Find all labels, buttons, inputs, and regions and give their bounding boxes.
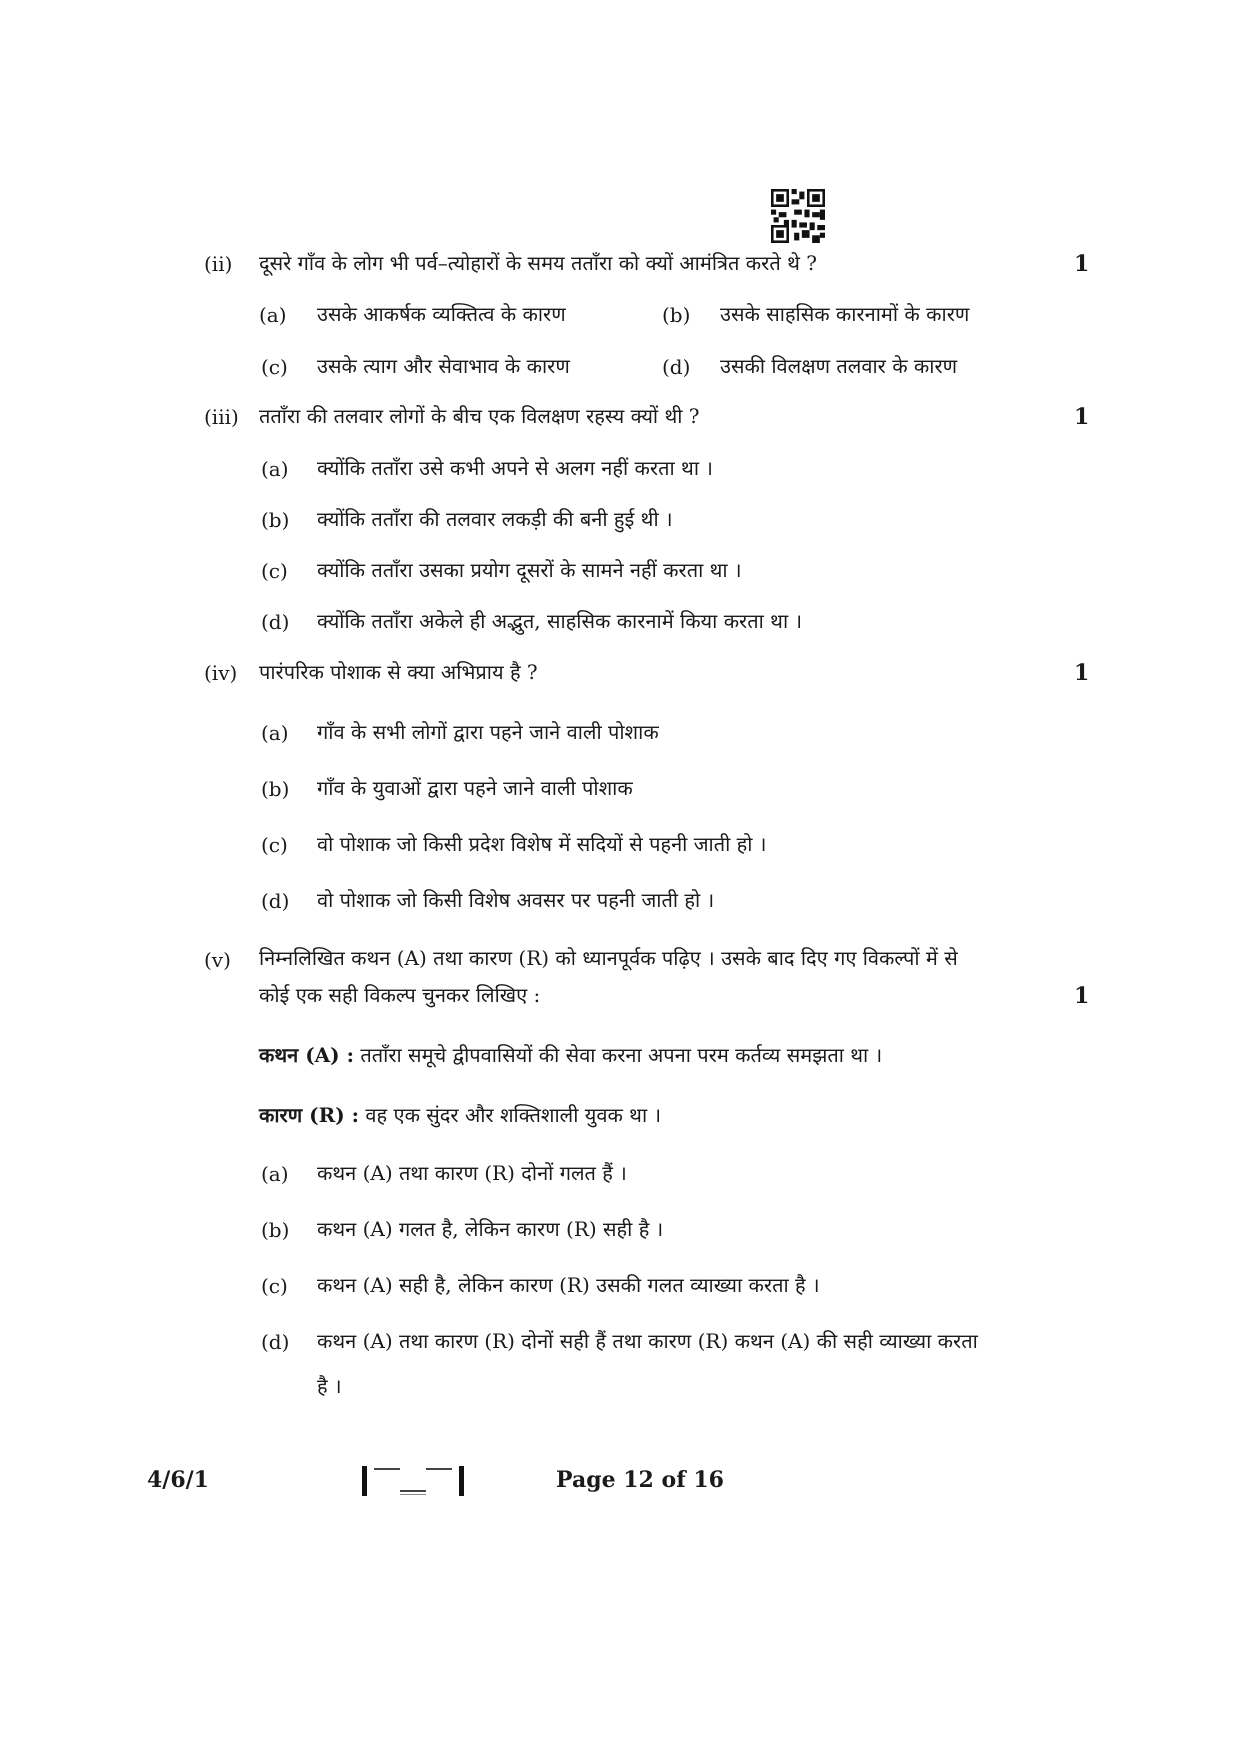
question-text: तताँरा की तलवार लोगों के बीच एक विलक्षण रहस्य क्यों थी ? (259, 404, 700, 428)
question-marks: 1 (1074, 404, 1090, 430)
option-text: उसकी विलक्षण तलवार के कारण (720, 354, 958, 378)
option-text: वो पोशाक जो किसी प्रदेश विशेष में सदियों से पहनी जाती हो । (317, 832, 767, 856)
option-label: (c) (261, 355, 288, 379)
option-text: कथन (A) गलत है, लेकिन कारण (R) सही है । (317, 1217, 664, 1241)
option-label: (d) (261, 610, 290, 634)
option-text: वो पोशाक जो किसी विशेष अवसर पर पहनी जाती हो । (317, 888, 715, 912)
option-text: कथन (A) तथा कारण (R) दोनों गलत हैं । (317, 1161, 627, 1185)
question-marks: 1 (1074, 983, 1090, 1009)
option-label: (b) (261, 777, 290, 801)
reason-label: कारण (R) : (259, 1103, 360, 1127)
option-label: (c) (261, 833, 288, 857)
option-label: (b) (261, 508, 290, 532)
question-number: (iii) (204, 405, 239, 429)
option-text: क्योंकि तताँरा अकेले ही अद्भुत, साहसिक कारनामें किया करता था । (317, 609, 803, 633)
option-label: (d) (261, 1330, 290, 1354)
question-text: दूसरे गाँव के लोग भी पर्व–त्योहारों के समय तताँरा को क्यों आमंत्रित करते थे ? (259, 251, 817, 275)
option-text-line1: कथन (A) तथा कारण (R) दोनों सही हैं तथा कारण (R) कथन (A) की सही व्याख्या करता (317, 1329, 978, 1353)
question-number: (v) (204, 948, 231, 972)
option-text: उसके त्याग और सेवाभाव के कारण (317, 354, 570, 378)
question-number: (ii) (204, 252, 233, 276)
option-text: क्योंकि तताँरा उसका प्रयोग दूसरों के सामने नहीं करता था । (317, 558, 742, 582)
option-text: गाँव के सभी लोगों द्वारा पहने जाने वाली पोशाक (317, 720, 659, 744)
reason (259, 1101, 661, 1129)
option-label: (a) (261, 1162, 289, 1186)
option-label: (d) (261, 889, 290, 913)
question-number: (iv) (204, 661, 238, 685)
assertion (259, 1041, 882, 1069)
question-text-line2: कोई एक सही विकल्प चुनकर लिखिए : (259, 983, 541, 1007)
question-text: पारंपरिक पोशाक से क्या अभिप्राय है ? (259, 660, 538, 684)
page-number: Page 12 of 16 (556, 1467, 724, 1493)
qr-code (771, 189, 825, 243)
option-label: (c) (261, 1274, 288, 1298)
question-text-line1: निम्नलिखित कथन (A) तथा कारण (R) को ध्यानपूर्वक पढ़िए । उसके बाद दिए गए विकल्पों में से (259, 946, 958, 970)
barcode-mark (360, 1464, 466, 1498)
option-label: (b) (261, 1218, 290, 1242)
option-text: क्योंकि तताँरा की तलवार लकड़ी की बनी हुई थी । (317, 507, 673, 531)
assertion-text: तताँरा समूचे द्वीपवासियों की सेवा करना अपना परम कर्तव्य समझता था । (360, 1043, 883, 1067)
option-text-line2: है । (317, 1374, 342, 1398)
reason-text: वह एक सुंदर और शक्तिशाली युवक था । (365, 1103, 662, 1127)
assertion-label: कथन (A) : (259, 1043, 354, 1067)
question-marks: 1 (1074, 251, 1090, 277)
option-label: (c) (261, 559, 288, 583)
option-label: (b) (662, 303, 691, 327)
question-marks: 1 (1074, 660, 1090, 686)
option-text: उसके साहसिक कारनामों के कारण (720, 302, 970, 326)
option-text: उसके आकर्षक व्यक्तित्व के कारण (317, 302, 566, 326)
option-text: कथन (A) सही है, लेकिन कारण (R) उसकी गलत व्याख्या करता है । (317, 1273, 820, 1297)
option-label: (a) (261, 457, 289, 481)
paper-code: 4/6/1 (147, 1467, 209, 1493)
option-label: (a) (259, 303, 287, 327)
option-text: गाँव के युवाओं द्वारा पहने जाने वाली पोशाक (317, 776, 633, 800)
option-label: (a) (261, 721, 289, 745)
option-text: क्योंकि तताँरा उसे कभी अपने से अलग नहीं करता था । (317, 456, 713, 480)
option-label: (d) (662, 355, 691, 379)
